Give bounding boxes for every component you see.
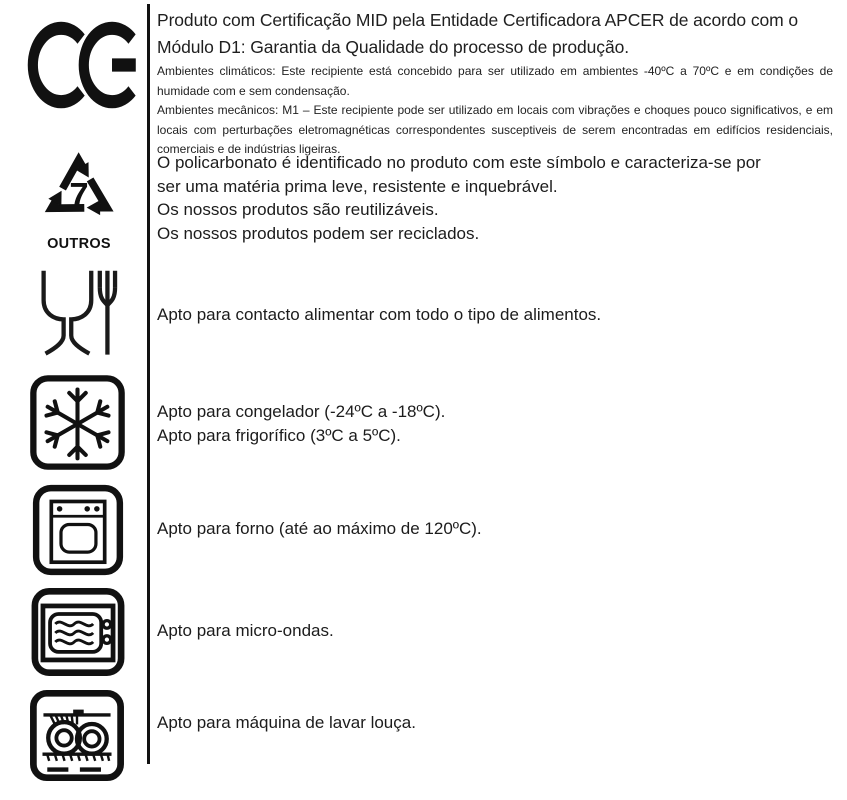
freezer-text-cell <box>148 368 847 477</box>
ce-mark-icon <box>26 21 142 109</box>
food-safe-icon-cell <box>0 258 148 368</box>
certification-title-line-2: Módulo D1: Garantia da Qualidade do processo de produção. <box>157 36 629 57</box>
microwave-icon-cell <box>0 580 148 682</box>
food-contact-text-cell <box>148 258 847 368</box>
section-polycarbonate <box>0 138 847 258</box>
oven-icon <box>32 484 124 576</box>
dishwasher-line: Apto para máquina de lavar louça. <box>157 713 416 733</box>
section-freezer-fridge <box>0 368 847 477</box>
polycarbonate-text-cell <box>148 138 847 258</box>
food-safe-glass-fork-icon <box>33 266 119 366</box>
recycling-code-7-icon <box>31 140 127 235</box>
recycling-symbol <box>31 140 127 252</box>
certification-text-cell <box>148 0 847 156</box>
freezer-line: Apto para congelador (-24ºC a -18ºC). <box>157 401 446 421</box>
section-food-contact <box>0 258 847 368</box>
polycarbonate-line-1: O policarbonato é identificado no produto com este símbolo e caracteriza-se por <box>157 153 761 172</box>
climatic-environments-note: Ambientes climáticos: Este recipiente está concebido para ser utilizado em ambientes -40ºC a 70ºC e em condições de humidade com e sem condensação. <box>157 64 833 98</box>
microwave-line: Apto para micro-ondas. <box>157 621 334 641</box>
recycling-number: 7 <box>69 176 89 215</box>
microwave-icon <box>30 587 126 677</box>
recycling-material-label: OUTROS <box>47 236 111 252</box>
section-oven <box>0 477 847 580</box>
certification-title-line-1: Produto com Certificação MID pela Entidade Certificadora APCER de acordo com o <box>157 10 798 30</box>
ce-icon-cell <box>0 0 148 138</box>
oven-icon-cell <box>0 477 148 580</box>
polycarbonate-line-3: Os nossos produtos são reutilizáveis. <box>157 200 439 219</box>
section-microwave <box>0 580 847 682</box>
polycarbonate-line-4: Os nossos produtos podem ser reciclados. <box>157 223 480 243</box>
dishwasher-icon <box>29 689 125 782</box>
dishwasher-text-cell <box>148 682 847 800</box>
polycarbonate-line-2: ser uma matéria prima leve, resistente e inquebrável. <box>157 176 558 196</box>
section-mid-certification <box>0 0 847 156</box>
freezer-snowflake-icon <box>29 374 126 471</box>
oven-line: Apto para forno (até ao máximo de 120ºC). <box>157 518 482 538</box>
mechanical-environments-note: Ambientes mecânicos: M1 – Este recipiente pode ser utilizado em locais com vibrações e choques pouco significativos, e em locais com perturbações eletromagnéticas correspondentes susceptiveis de serem encontradas em edifícios residenciais, comerciais e de indústrias ligeiras. <box>157 103 833 156</box>
fridge-line: Apto para frigorífico (3ºC a 5ºC). <box>157 425 401 445</box>
recycling-icon-cell <box>0 138 148 258</box>
oven-text-cell <box>148 477 847 580</box>
column-divider <box>147 4 150 764</box>
food-contact-line: Apto para contacto alimentar com todo o tipo de alimentos. <box>157 305 602 325</box>
microwave-text-cell <box>148 580 847 682</box>
section-dishwasher <box>0 682 847 800</box>
freezer-icon-cell <box>0 368 148 477</box>
dishwasher-icon-cell <box>0 682 148 800</box>
